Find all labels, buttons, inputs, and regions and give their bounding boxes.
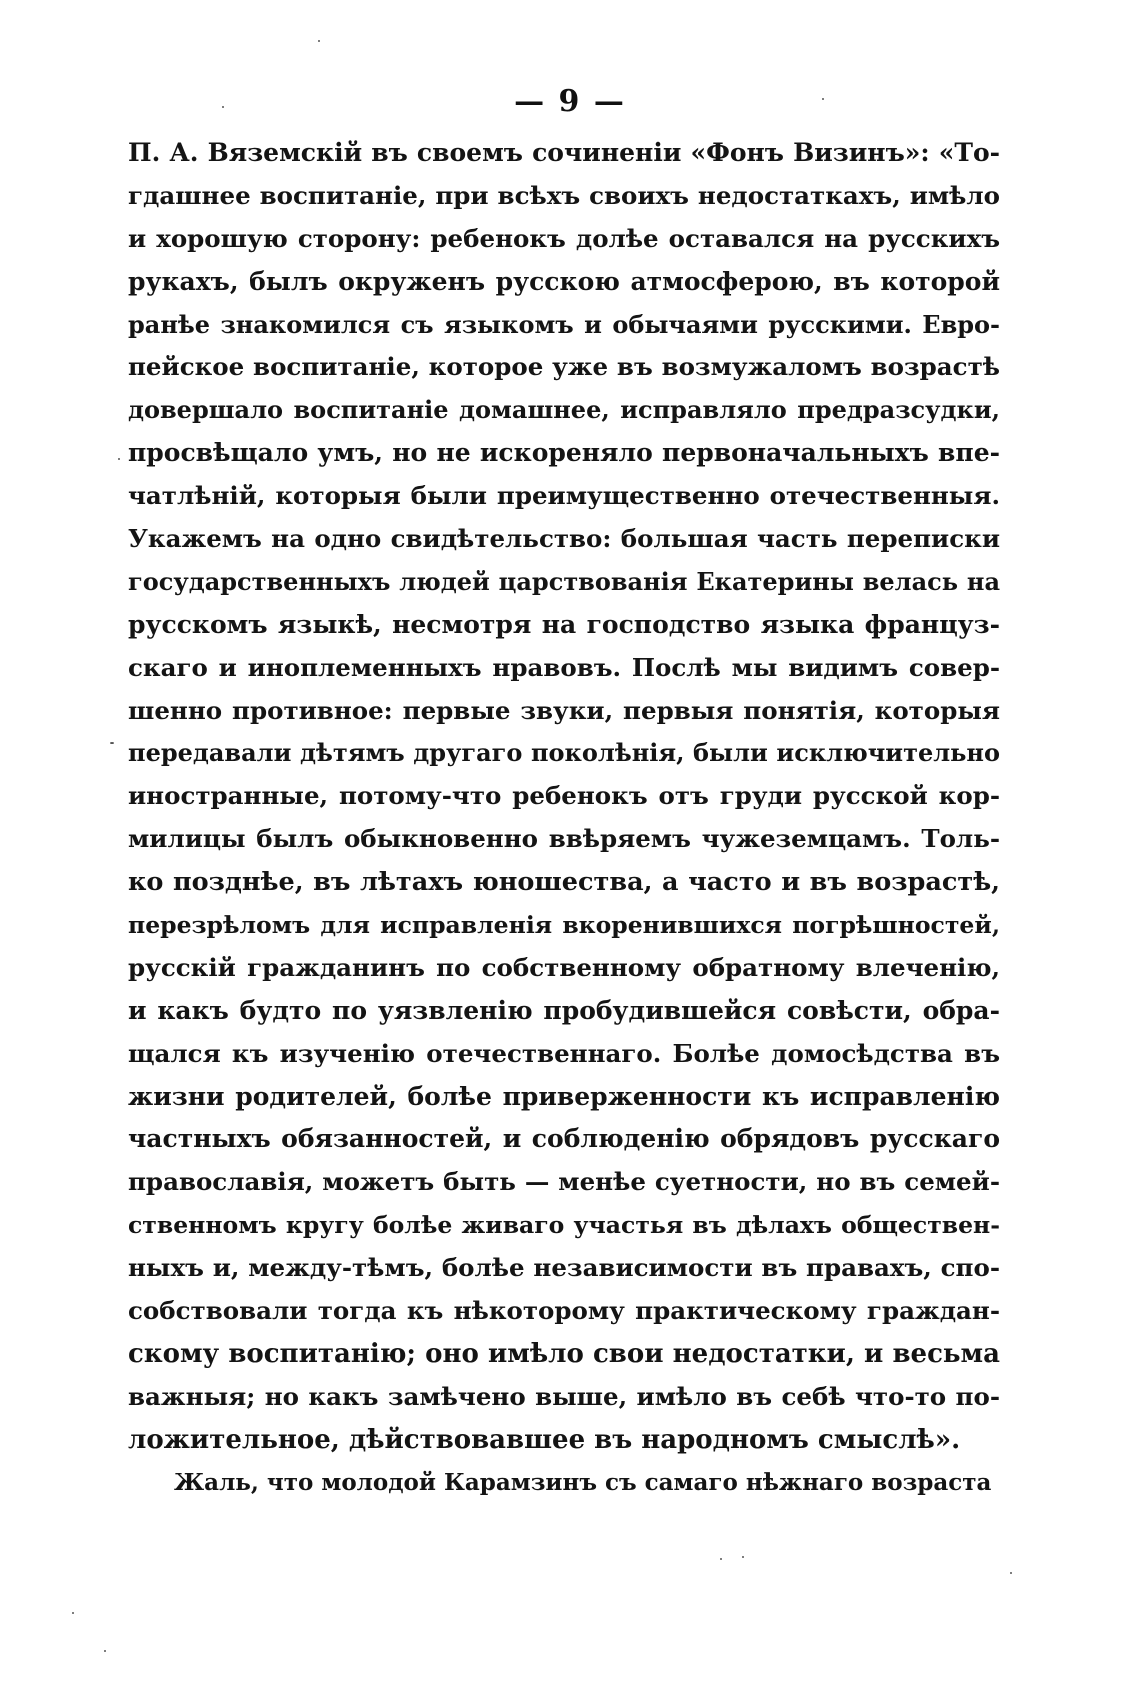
text-line: гдашнее воспитаніе, при всѣхъ своихъ недостаткахъ, имѣло — [128, 180, 1000, 210]
paper-speck — [318, 40, 320, 42]
text-line: скаго и иноплеменныхъ нравовъ. Послѣ мы видимъ совер- — [128, 652, 1000, 682]
text-line: и хорошую сторону: ребенокъ долѣе оставался на русскихъ — [128, 223, 1000, 253]
text-line: Укажемъ на одно свидѣтельство: большая часть переписки — [128, 524, 1000, 554]
text-line-paragraph-end: ложительное, дѣйствовавшее въ народномъ смыслѣ». — [128, 1424, 961, 1455]
text-line: довершало воспитаніе домашнее, исправляло предразсудки, — [128, 395, 1000, 425]
text-line: ственномъ кругу болѣе живаго участья въ дѣлахъ обществен- — [128, 1211, 1000, 1240]
text-line: важныя; но какъ замѣчено выше, имѣло въ себѣ что-то по- — [128, 1381, 1000, 1411]
text-line: рукахъ, былъ окруженъ русскою атмосферою, въ которой — [128, 266, 1000, 296]
paper-speck — [720, 1558, 722, 1560]
body-text — [128, 132, 1000, 1505]
paper-speck — [742, 1556, 744, 1558]
paper-speck — [822, 98, 824, 100]
text-line: П. А. Вяземскій въ своемъ сочиненіи «Фонъ Визинъ»: «То- — [128, 138, 1000, 167]
text-line: чатлѣній, которыя были преимущественно отечественныя. — [128, 481, 1000, 511]
text-line: государственныхъ людей царствованія Екатерины велась на — [128, 566, 1000, 596]
text-line: собствовали тогда къ нѣкоторому практическому граждан- — [128, 1296, 1000, 1326]
text-line: перезрѣломъ для исправленія вкоренившихся погрѣшностей, — [128, 911, 1000, 940]
page-number: — 9 — — [514, 84, 626, 119]
text-line: милицы былъ обыкновенно ввѣряемъ чужеземцамъ. Толь- — [128, 824, 1000, 854]
text-line: ранѣе знакомился съ языкомъ и обычаями русскими. Евро- — [128, 309, 1000, 339]
text-line: жизни родителей, болѣе приверженности къ исправленію — [128, 1081, 1000, 1111]
paper-speck — [222, 106, 224, 108]
text-line: ныхъ и, между-тѣмъ, болѣе независимости въ правахъ, спо- — [128, 1253, 1000, 1283]
text-line: пейское воспитаніе, которое уже въ возмужаломъ возрастѣ — [128, 352, 1000, 382]
paper-speck — [118, 458, 120, 460]
text-line: иностранные, потому-что ребенокъ отъ груди русской кор- — [128, 781, 1000, 811]
text-line: православія, можетъ быть — менѣе суетности, но въ семей- — [128, 1167, 1000, 1197]
text-line: ко позднѣе, въ лѣтахъ юношества, а часто и въ возрастѣ, — [128, 867, 1000, 898]
text-line: щался къ изученію отечественнаго. Болѣе домосѣдства въ — [128, 1038, 1000, 1068]
text-line: русскій гражданинъ по собственному обратному влеченію, — [128, 952, 1000, 982]
text-line: просвѣщало умъ, но не искореняло первоначальныхъ впе- — [128, 438, 1000, 468]
paper-speck — [110, 742, 114, 744]
text-line: передавали дѣтямъ другаго поколѣнія, были исключительно — [128, 738, 1000, 768]
paper-speck — [72, 1612, 74, 1614]
text-line: шенно противное: первые звуки, первыя понятія, которыя — [128, 695, 1000, 725]
text-line: русскомъ языкѣ, несмотря на господство языка француз- — [128, 609, 1000, 639]
text-line-paragraph-start: Жаль, что молодой Карамзинъ съ самаго нѣжнаго возраста — [174, 1468, 992, 1496]
text-line: частныхъ обязанностей, и соблюденію обрядовъ русскаго — [128, 1124, 1000, 1154]
text-line: скому воспитанію; оно имѣло свои недостатки, и весьма — [128, 1338, 1000, 1369]
paper-speck — [1010, 1572, 1012, 1574]
text-line: и какъ будто по уязвленію пробудившейся совѣсти, обра- — [128, 995, 1000, 1025]
paper-speck — [104, 1650, 106, 1652]
